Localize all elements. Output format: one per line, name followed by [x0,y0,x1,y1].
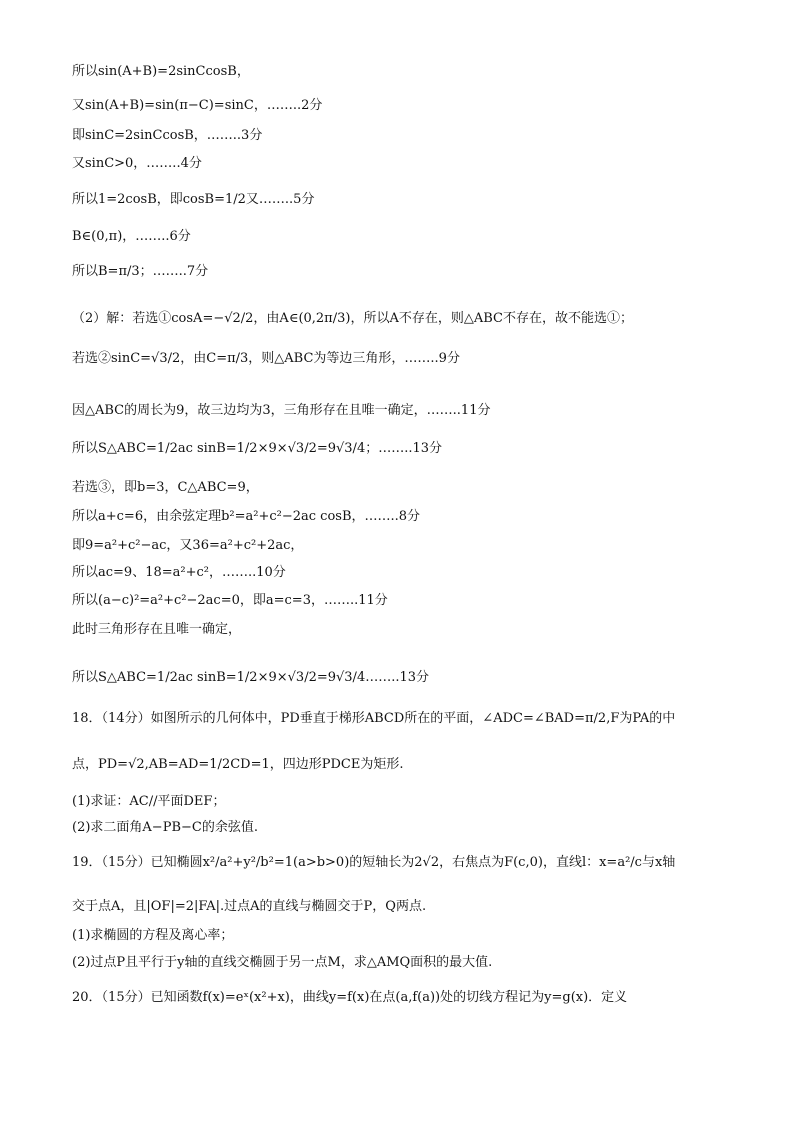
question-19-stem: 19．（15分）已知椭圆x²/a²+y²/b²=1(a>b>0)的短轴长为2√2，右焦点为F(c,0)，直线l：x=a²/c与x轴 [72,855,676,870]
question-18-stem: 18．（14分）如图所示的几何体中，PD垂直于梯形ABCD所在的平面，∠ADC=∠BAD=π/2,F为PA的中 [72,711,676,726]
solution-line-10: 因△ABC的周长为9，故三边均为3，三角形存在且唯一确定，……..11分 [72,403,491,418]
solution-line-2: 又sin(A+B)=sin(π−C)=sinC，……..2分 [72,98,323,113]
solution-line-11: 所以S△ABC=1/2ac sinB=1/2×9×√3/2=9√3/4；……..13分 [72,441,443,456]
question-18-part-1: (1)求证：AC//平面DEF； [72,794,226,809]
solution-line-8: （2）解：若选①cosA=−√2/2，由A∈(0,2π/3)，所以A不存在，则△ABC不存在，故不能选①； [72,311,633,326]
solution-line-1: 所以sin(A+B)=2sinCcosB， [72,64,250,79]
solution-line-12: 若选③，即b=3，C△ABC=9， [72,480,259,495]
solution-line-16: 所以(a−c)²=a²+c²−2ac=0，即a=c=3，……..11分 [72,593,388,608]
solution-line-4: 又sinC>0，……..4分 [72,156,202,171]
question-20-stem: 20．（15分）已知函数f(x)=eˣ(x²+x)，曲线y=f(x)在点(a,f(a))处的切线方程记为y=g(x)．定义 [72,990,628,1005]
question-19-stem-cont: 交于点A，且|OF|=2|FA|.过点A的直线与椭圆交于P，Q两点. [72,899,427,914]
solution-line-9: 若选②sinC=√3/2，由C=π/3，则△ABC为等边三角形，……..9分 [72,351,460,366]
solution-line-17: 此时三角形存在且唯一确定， [72,622,242,637]
question-19-part-1: (1)求椭圆的方程及离心率； [72,928,234,943]
solution-line-18: 所以S△ABC=1/2ac sinB=1/2×9×√3/2=9√3/4……..13分 [72,670,430,685]
solution-line-15: 所以ac=9、18=a²+c²，……..10分 [72,565,286,580]
question-18-part-2: (2)求二面角A−PB−C的余弦值. [72,820,258,835]
solution-line-3: 即sinC=2sinCcosB，……..3分 [72,128,263,143]
solution-line-13: 所以a+c=6，由余弦定理b²=a²+c²−2ac cosB，……..8分 [72,509,421,524]
solution-line-6: B∈(0,π)，……..6分 [72,229,191,244]
question-18-stem-cont: 点，PD=√2,AB=AD=1/2CD=1，四边形PDCE为矩形. [72,757,404,772]
solution-line-7: 所以B=π/3；……..7分 [72,264,209,279]
solution-line-5: 所以1=2cosB，即cosB=1/2又……..5分 [72,192,315,207]
solution-line-14: 即9=a²+c²−ac，又36=a²+c²+2ac， [72,538,304,553]
question-19-part-2: (2)过点P且平行于y轴的直线交椭圆于另一点M，求△AMQ面积的最大值. [72,955,493,970]
